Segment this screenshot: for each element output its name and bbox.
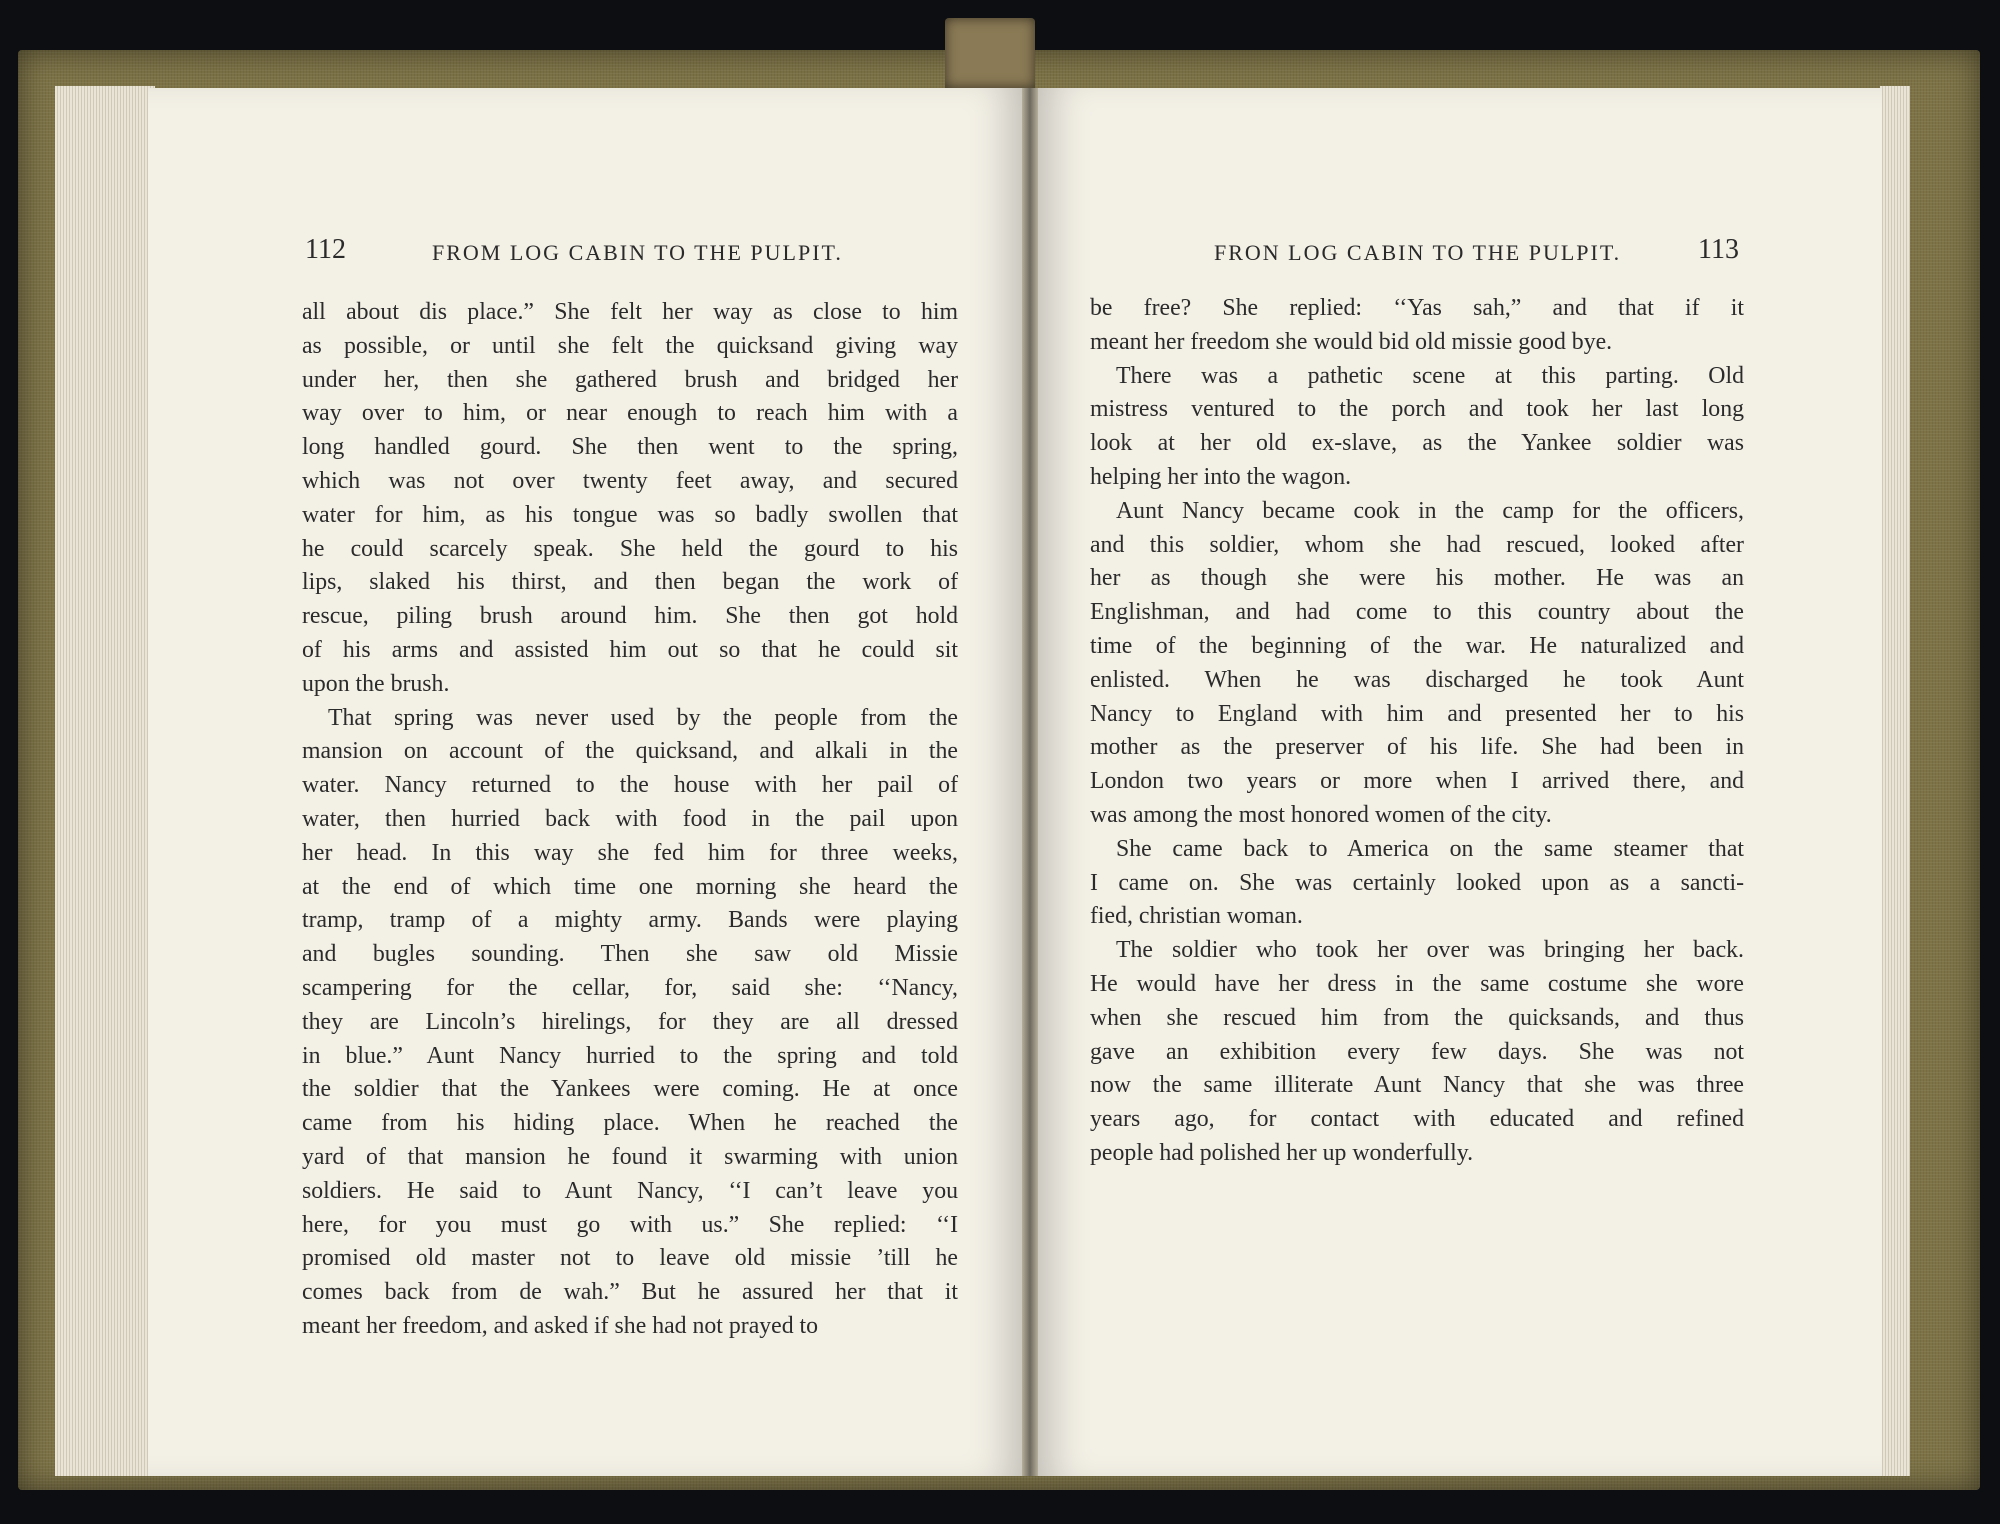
text-line: She came back to America on the same steamer that <box>1116 835 1744 862</box>
right-page-edges <box>1880 86 1910 1476</box>
right-page-number: 113 <box>1698 234 1739 265</box>
text-line: That spring was never used by the people from the <box>328 704 958 731</box>
text-line: meant her freedom, and asked if she had not prayed to <box>302 1312 819 1339</box>
text-line: in blue.” Aunt Nancy hurried to the spring and told <box>302 1042 958 1069</box>
text-line: her head. In this way she fed him for three weeks, <box>302 839 958 866</box>
text-line: gave an exhibition every few days. She was not <box>1090 1038 1744 1065</box>
left-page-number: 112 <box>305 234 346 265</box>
text-line: Englishman, and had come to this country about the <box>1090 599 1744 626</box>
text-line: promised old master not to leave old missie ’till he <box>302 1245 958 1272</box>
text-line: and this soldier, whom she had rescued, looked after <box>1090 531 1744 558</box>
text-line: I came on. She was certainly looked upon as a sancti- <box>1090 869 1744 896</box>
text-line: London two years or more when I arrived there, and <box>1090 768 1744 795</box>
text-line: came from his hiding place. When he reached the <box>302 1110 958 1137</box>
left-page-body <box>302 296 958 1344</box>
text-line: helping her into the wagon. <box>1090 463 1352 490</box>
left-running-head: FROM LOG CABIN TO THE PULPIT. <box>432 240 843 265</box>
text-line: scampering for the cellar, for, said she: ‘‘Nancy, <box>302 974 958 1001</box>
text-line: and bugles sounding. Then she saw old Missie <box>302 941 958 968</box>
text-line: time of the beginning of the war. He naturalized and <box>1090 632 1744 659</box>
text-line: the soldier that the Yankees were coming. He at once <box>302 1076 958 1103</box>
right-page-body <box>1090 292 1744 1171</box>
text-line: way over to him, or near enough to reach him with a <box>302 400 958 427</box>
text-line: water, then hurried back with food in the pail upon <box>302 805 958 832</box>
text-line: they are Lincoln’s hirelings, for they are all dressed <box>302 1008 958 1035</box>
text-line: enlisted. When he was discharged he took Aunt <box>1090 666 1744 693</box>
text-line: her as though she were his mother. He was an <box>1090 565 1744 592</box>
text-line: he could scarcely speak. She held the gourd to his <box>302 535 958 562</box>
text-line: mother as the preserver of his life. She had been in <box>1090 734 1744 761</box>
text-line: of his arms and assisted him out so that he could sit <box>302 636 958 663</box>
text-line: here, for you must go with us.” She replied: ‘‘I <box>302 1211 958 1238</box>
text-line: long handled gourd. She then went to the spring, <box>302 434 958 461</box>
text-line: lips, slaked his thirst, and then began the work of <box>302 569 958 596</box>
text-line: comes back from de wah.” But he assured her that it <box>302 1279 958 1306</box>
text-line: was among the most honored women of the city. <box>1090 801 1552 828</box>
book-spine-top <box>945 18 1035 88</box>
text-line: under her, then she gathered brush and bridged her <box>302 366 958 393</box>
text-line: be free? She replied: ‘‘Yas sah,” and that if it <box>1090 295 1744 321</box>
text-line: meant her freedom she would bid old missie good bye. <box>1090 328 1613 355</box>
right-running-head: FRON LOG CABIN TO THE PULPIT. <box>1214 240 1622 265</box>
text-line: fied, christian woman. <box>1090 903 1303 930</box>
text-line: soldiers. He said to Aunt Nancy, ‘‘I can’t leave you <box>302 1177 958 1204</box>
text-line: people had polished her up wonderfully. <box>1090 1139 1474 1166</box>
text-line: rescue, piling brush around him. She then got hold <box>302 603 958 630</box>
text-line: mistress ventured to the porch and took her last long <box>1090 396 1744 423</box>
text-line: There was a pathetic scene at this parting. Old <box>1116 362 1744 389</box>
text-line: water. Nancy returned to the house with her pail of <box>302 772 958 799</box>
text-line: yard of that mansion he found it swarming with union <box>302 1143 958 1170</box>
text-line: look at her old ex-slave, as the Yankee soldier was <box>1090 430 1744 457</box>
text-line: upon the brush. <box>302 670 450 697</box>
text-line: Nancy to England with him and presented her to his <box>1090 700 1744 727</box>
text-line: when she rescued him from the quicksands, and thus <box>1090 1004 1744 1031</box>
text-line: all about dis place.” She felt her way as close to him <box>302 299 958 325</box>
text-line: mansion on account of the quicksand, and alkali in the <box>302 738 958 765</box>
text-line: tramp, tramp of a mighty army. Bands were playing <box>302 907 958 934</box>
text-line: which was not over twenty feet away, and secured <box>302 467 958 494</box>
text-line: now the same illiterate Aunt Nancy that she was three <box>1090 1072 1744 1099</box>
book-gutter <box>1022 88 1038 1476</box>
text-line: The soldier who took her over was bringing her back. <box>1116 937 1744 964</box>
text-line: Aunt Nancy became cook in the camp for the officers, <box>1116 497 1744 524</box>
text-line: He would have her dress in the same costume she wore <box>1090 970 1744 997</box>
left-page-edges <box>55 86 155 1476</box>
text-line: as possible, or until she felt the quicksand giving way <box>302 332 958 359</box>
text-line: water for him, as his tongue was so badly swollen that <box>302 501 958 528</box>
text-line: years ago, for contact with educated and refined <box>1090 1106 1744 1133</box>
text-line: at the end of which time one morning she heard the <box>302 873 958 900</box>
